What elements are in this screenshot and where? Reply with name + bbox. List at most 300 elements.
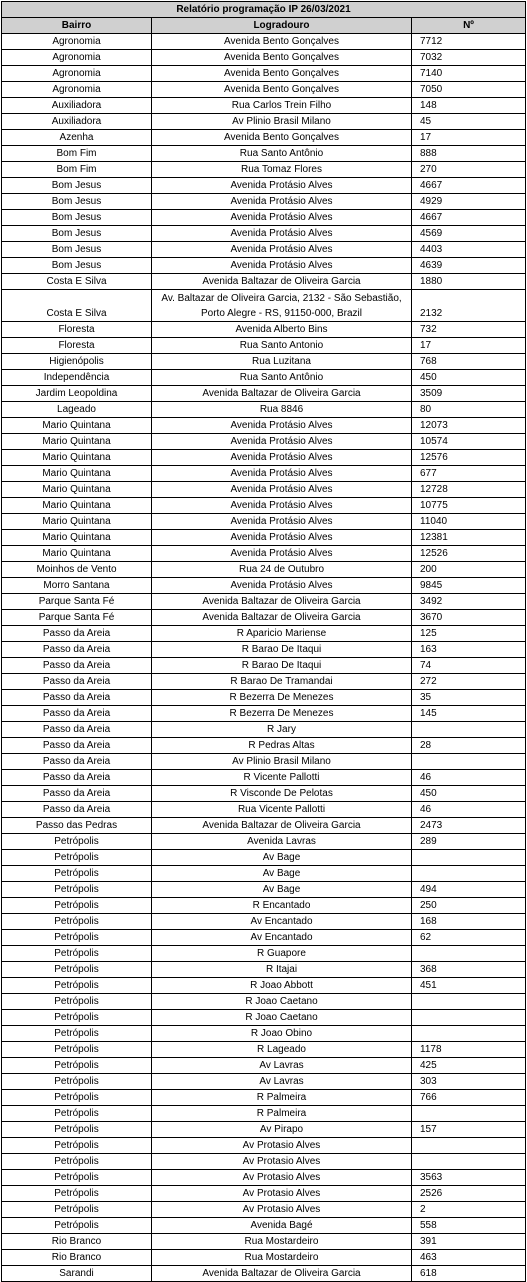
- cell-numero: [412, 754, 526, 770]
- cell-logradouro: Av Bage: [152, 850, 412, 866]
- cell-numero: 4639: [412, 258, 526, 274]
- cell-numero: 450: [412, 786, 526, 802]
- cell-logradouro: Avenida Baltazar de Oliveira Garcia: [152, 386, 412, 402]
- table-row: [2, 386, 526, 402]
- cell-logradouro: R Itajai: [152, 962, 412, 978]
- cell-bairro: Higienópolis: [2, 354, 152, 370]
- table-row: [2, 1154, 526, 1170]
- cell-numero: 3670: [412, 610, 526, 626]
- cell-logradouro: Avenida Protásio Alves: [152, 242, 412, 258]
- cell-logradouro: R Palmeira: [152, 1090, 412, 1106]
- cell-numero: 451: [412, 978, 526, 994]
- cell-numero: 12381: [412, 530, 526, 546]
- table-row: [2, 882, 526, 898]
- cell-bairro: Passo da Areia: [2, 754, 152, 770]
- cell-numero: 10574: [412, 434, 526, 450]
- cell-numero: 766: [412, 1090, 526, 1106]
- cell-numero: 17: [412, 130, 526, 146]
- cell-numero: [412, 1154, 526, 1170]
- cell-bairro: Floresta: [2, 338, 152, 354]
- cell-numero: 768: [412, 354, 526, 370]
- cell-numero: 1178: [412, 1042, 526, 1058]
- cell-logradouro: Avenida Protásio Alves: [152, 194, 412, 210]
- table-row: [2, 626, 526, 642]
- cell-bairro: Lageado: [2, 402, 152, 418]
- cell-bairro: Passo da Areia: [2, 802, 152, 818]
- cell-bairro: Petrópolis: [2, 1106, 152, 1122]
- cell-logradouro: Av Protasio Alves: [152, 1170, 412, 1186]
- table-body: [2, 34, 526, 1282]
- cell-logradouro: Av Bage: [152, 866, 412, 882]
- cell-bairro: Passo das Pedras: [2, 818, 152, 834]
- cell-bairro: Moinhos de Vento: [2, 562, 152, 578]
- table-row: [2, 946, 526, 962]
- cell-bairro: Passo da Areia: [2, 706, 152, 722]
- cell-numero: [412, 722, 526, 738]
- cell-logradouro: Avenida Protásio Alves: [152, 434, 412, 450]
- cell-bairro: Petrópolis: [2, 914, 152, 930]
- cell-bairro: Petrópolis: [2, 1202, 152, 1218]
- cell-bairro: Passo da Areia: [2, 786, 152, 802]
- table-row: [2, 786, 526, 802]
- cell-numero: 46: [412, 770, 526, 786]
- cell-numero: 4667: [412, 178, 526, 194]
- cell-logradouro: Avenida Bento Gonçalves: [152, 50, 412, 66]
- cell-bairro: Agronomia: [2, 82, 152, 98]
- cell-logradouro: Rua 24 de Outubro: [152, 562, 412, 578]
- cell-numero: 12526: [412, 546, 526, 562]
- table-row: [2, 1090, 526, 1106]
- table-row: [2, 978, 526, 994]
- cell-numero: 4569: [412, 226, 526, 242]
- cell-numero: [412, 866, 526, 882]
- cell-logradouro: Avenida Baltazar de Oliveira Garcia: [152, 274, 412, 290]
- cell-numero: 12576: [412, 450, 526, 466]
- table-row: [2, 770, 526, 786]
- cell-bairro: Petrópolis: [2, 1026, 152, 1042]
- table-row: [2, 1266, 526, 1282]
- table-row: [2, 1138, 526, 1154]
- cell-logradouro: Avenida Protásio Alves: [152, 210, 412, 226]
- cell-logradouro: Avenida Protásio Alves: [152, 514, 412, 530]
- table-row: [2, 1122, 526, 1138]
- table-row: [2, 290, 526, 322]
- table-row: [2, 1106, 526, 1122]
- cell-bairro: Mario Quintana: [2, 418, 152, 434]
- cell-numero: [412, 850, 526, 866]
- cell-bairro: Costa E Silva: [2, 290, 152, 322]
- cell-numero: 7140: [412, 66, 526, 82]
- cell-bairro: Passo da Areia: [2, 722, 152, 738]
- cell-bairro: Auxiliadora: [2, 98, 152, 114]
- cell-numero: 157: [412, 1122, 526, 1138]
- cell-numero: [412, 1106, 526, 1122]
- cell-bairro: Mario Quintana: [2, 466, 152, 482]
- column-header-logradouro: Logradouro: [152, 18, 412, 34]
- cell-logradouro: Avenida Baltazar de Oliveira Garcia: [152, 1266, 412, 1282]
- table-row: [2, 738, 526, 754]
- table-row: [2, 338, 526, 354]
- column-header-numero: Nº: [412, 18, 526, 34]
- table-row: [2, 98, 526, 114]
- cell-logradouro: Rua Santo Antônio: [152, 370, 412, 386]
- cell-numero: 4403: [412, 242, 526, 258]
- table-row: [2, 1234, 526, 1250]
- cell-numero: 163: [412, 642, 526, 658]
- cell-bairro: Petrópolis: [2, 850, 152, 866]
- cell-logradouro: Rua Vicente Pallotti: [152, 802, 412, 818]
- table-row: [2, 802, 526, 818]
- cell-logradouro: Avenida Protásio Alves: [152, 466, 412, 482]
- cell-logradouro: R Barao De Tramandai: [152, 674, 412, 690]
- cell-logradouro: Avenida Protásio Alves: [152, 482, 412, 498]
- cell-numero: 46: [412, 802, 526, 818]
- cell-logradouro: R Visconde De Pelotas: [152, 786, 412, 802]
- cell-logradouro: Avenida Protásio Alves: [152, 450, 412, 466]
- cell-bairro: Bom Jesus: [2, 242, 152, 258]
- cell-numero: 74: [412, 658, 526, 674]
- cell-bairro: Costa E Silva: [2, 274, 152, 290]
- table-row: [2, 530, 526, 546]
- cell-numero: 17: [412, 338, 526, 354]
- cell-bairro: Petrópolis: [2, 994, 152, 1010]
- cell-logradouro: R Joao Abbott: [152, 978, 412, 994]
- cell-numero: [412, 1138, 526, 1154]
- table-row: [2, 146, 526, 162]
- cell-numero: 272: [412, 674, 526, 690]
- cell-bairro: Bom Jesus: [2, 194, 152, 210]
- cell-bairro: Azenha: [2, 130, 152, 146]
- cell-bairro: Passo da Areia: [2, 642, 152, 658]
- cell-logradouro: R Lageado: [152, 1042, 412, 1058]
- table-row: [2, 370, 526, 386]
- cell-numero: 4929: [412, 194, 526, 210]
- table-row: [2, 1170, 526, 1186]
- cell-bairro: Rio Branco: [2, 1250, 152, 1266]
- cell-bairro: Mario Quintana: [2, 546, 152, 562]
- table-row: [2, 178, 526, 194]
- cell-logradouro: Av. Baltazar de Oliveira Garcia, 2132 - São Sebastião, Porto Alegre - RS, 91150-000, Brazil: [152, 290, 412, 322]
- cell-bairro: Petrópolis: [2, 1138, 152, 1154]
- table-row: [2, 962, 526, 978]
- cell-bairro: Bom Jesus: [2, 210, 152, 226]
- cell-numero: 7032: [412, 50, 526, 66]
- cell-logradouro: Avenida Baltazar de Oliveira Garcia: [152, 594, 412, 610]
- cell-bairro: Mario Quintana: [2, 530, 152, 546]
- cell-numero: 450: [412, 370, 526, 386]
- cell-numero: 7050: [412, 82, 526, 98]
- cell-logradouro: R Pedras Altas: [152, 738, 412, 754]
- cell-numero: 463: [412, 1250, 526, 1266]
- cell-bairro: Independência: [2, 370, 152, 386]
- cell-logradouro: R Joao Caetano: [152, 1010, 412, 1026]
- cell-bairro: Passo da Areia: [2, 674, 152, 690]
- cell-logradouro: Avenida Alberto Bins: [152, 322, 412, 338]
- cell-numero: 80: [412, 402, 526, 418]
- cell-logradouro: Avenida Bento Gonçalves: [152, 82, 412, 98]
- table-row: [2, 194, 526, 210]
- table-row: [2, 610, 526, 626]
- cell-numero: 35: [412, 690, 526, 706]
- table-row: [2, 594, 526, 610]
- table-row: [2, 706, 526, 722]
- report-title-row: [2, 2, 526, 18]
- table-row: [2, 1058, 526, 1074]
- table-row: [2, 402, 526, 418]
- table-row: [2, 354, 526, 370]
- cell-logradouro: R Palmeira: [152, 1106, 412, 1122]
- table-row: [2, 1010, 526, 1026]
- cell-numero: 3492: [412, 594, 526, 610]
- cell-numero: 618: [412, 1266, 526, 1282]
- cell-logradouro: Av Plinio Brasil Milano: [152, 754, 412, 770]
- cell-numero: 10775: [412, 498, 526, 514]
- table-row: [2, 434, 526, 450]
- cell-numero: 7712: [412, 34, 526, 50]
- table-row: [2, 898, 526, 914]
- cell-logradouro: Avenida Protásio Alves: [152, 498, 412, 514]
- cell-bairro: Petrópolis: [2, 1122, 152, 1138]
- cell-logradouro: R Aparicio Mariense: [152, 626, 412, 642]
- cell-logradouro: Av Protasio Alves: [152, 1202, 412, 1218]
- cell-bairro: Passo da Areia: [2, 770, 152, 786]
- cell-numero: 11040: [412, 514, 526, 530]
- cell-logradouro: Av Encantado: [152, 930, 412, 946]
- cell-logradouro: Avenida Protásio Alves: [152, 546, 412, 562]
- table-row: [2, 930, 526, 946]
- cell-logradouro: Av Protasio Alves: [152, 1138, 412, 1154]
- cell-bairro: Petrópolis: [2, 1010, 152, 1026]
- cell-logradouro: Avenida Bagé: [152, 1218, 412, 1234]
- cell-logradouro: R Joao Obino: [152, 1026, 412, 1042]
- cell-numero: 425: [412, 1058, 526, 1074]
- cell-numero: 45: [412, 114, 526, 130]
- table-row: [2, 818, 526, 834]
- cell-logradouro: Avenida Baltazar de Oliveira Garcia: [152, 610, 412, 626]
- table-row: [2, 114, 526, 130]
- cell-numero: [412, 1026, 526, 1042]
- cell-numero: 125: [412, 626, 526, 642]
- table-row: [2, 834, 526, 850]
- cell-bairro: Petrópolis: [2, 1170, 152, 1186]
- cell-logradouro: Avenida Protásio Alves: [152, 578, 412, 594]
- table-row: [2, 34, 526, 50]
- cell-logradouro: Avenida Bento Gonçalves: [152, 130, 412, 146]
- cell-bairro: Agronomia: [2, 50, 152, 66]
- table-row: [2, 658, 526, 674]
- cell-logradouro: Avenida Protásio Alves: [152, 178, 412, 194]
- cell-bairro: Morro Santana: [2, 578, 152, 594]
- cell-logradouro: Rua Carlos Trein Filho: [152, 98, 412, 114]
- table-row: [2, 754, 526, 770]
- column-header-row: [2, 18, 526, 34]
- cell-bairro: Agronomia: [2, 66, 152, 82]
- cell-numero: 289: [412, 834, 526, 850]
- table-row: [2, 466, 526, 482]
- cell-numero: 12073: [412, 418, 526, 434]
- cell-numero: 2473: [412, 818, 526, 834]
- cell-logradouro: Rua Santo Antonio: [152, 338, 412, 354]
- cell-numero: 9845: [412, 578, 526, 594]
- table-row: [2, 450, 526, 466]
- cell-numero: 3563: [412, 1170, 526, 1186]
- report-title: Relatório programação IP 26/03/2021: [2, 2, 526, 18]
- table-row: [2, 674, 526, 690]
- cell-numero: [412, 946, 526, 962]
- cell-bairro: Passo da Areia: [2, 658, 152, 674]
- cell-logradouro: R Barao De Itaqui: [152, 658, 412, 674]
- cell-numero: 558: [412, 1218, 526, 1234]
- cell-numero: 4667: [412, 210, 526, 226]
- table-row: [2, 50, 526, 66]
- cell-bairro: Parque Santa Fé: [2, 594, 152, 610]
- cell-logradouro: R Joao Caetano: [152, 994, 412, 1010]
- cell-logradouro: Av Bage: [152, 882, 412, 898]
- cell-logradouro: R Encantado: [152, 898, 412, 914]
- cell-bairro: Passo da Areia: [2, 738, 152, 754]
- cell-bairro: Petrópolis: [2, 1186, 152, 1202]
- cell-logradouro: Av Protasio Alves: [152, 1186, 412, 1202]
- table-row: [2, 1218, 526, 1234]
- cell-numero: 303: [412, 1074, 526, 1090]
- table-row: [2, 1026, 526, 1042]
- cell-logradouro: Av Protasio Alves: [152, 1154, 412, 1170]
- table-row: [2, 514, 526, 530]
- cell-bairro: Passo da Areia: [2, 690, 152, 706]
- cell-numero: 62: [412, 930, 526, 946]
- cell-bairro: Petrópolis: [2, 930, 152, 946]
- table-row: [2, 690, 526, 706]
- table-row: [2, 130, 526, 146]
- table-row: [2, 162, 526, 178]
- table-row: [2, 274, 526, 290]
- cell-numero: 168: [412, 914, 526, 930]
- cell-bairro: Bom Jesus: [2, 178, 152, 194]
- cell-logradouro: Avenida Bento Gonçalves: [152, 66, 412, 82]
- cell-bairro: Mario Quintana: [2, 482, 152, 498]
- cell-logradouro: Rua Tomaz Flores: [152, 162, 412, 178]
- cell-logradouro: Avenida Protásio Alves: [152, 258, 412, 274]
- cell-numero: 270: [412, 162, 526, 178]
- table-row: [2, 1250, 526, 1266]
- table-row: [2, 322, 526, 338]
- cell-numero: 494: [412, 882, 526, 898]
- cell-numero: 200: [412, 562, 526, 578]
- cell-numero: 12728: [412, 482, 526, 498]
- table-row: [2, 562, 526, 578]
- table-row: [2, 482, 526, 498]
- table-row: [2, 546, 526, 562]
- table-row: [2, 66, 526, 82]
- cell-bairro: Petrópolis: [2, 946, 152, 962]
- cell-logradouro: R Guapore: [152, 946, 412, 962]
- cell-numero: 2: [412, 1202, 526, 1218]
- cell-logradouro: Avenida Protásio Alves: [152, 418, 412, 434]
- table-row: [2, 578, 526, 594]
- cell-numero: 368: [412, 962, 526, 978]
- cell-bairro: Agronomia: [2, 34, 152, 50]
- cell-logradouro: Av Plinio Brasil Milano: [152, 114, 412, 130]
- report-table: [1, 1, 526, 1282]
- cell-logradouro: Rua 8846: [152, 402, 412, 418]
- table-row: [2, 1202, 526, 1218]
- cell-bairro: Bom Fim: [2, 146, 152, 162]
- table-row: [2, 258, 526, 274]
- table-row: [2, 1074, 526, 1090]
- table-row: [2, 82, 526, 98]
- table-row: [2, 994, 526, 1010]
- cell-logradouro: Rua Santo Antônio: [152, 146, 412, 162]
- table-row: [2, 914, 526, 930]
- cell-logradouro: Avenida Lavras: [152, 834, 412, 850]
- cell-logradouro: R Bezerra De Menezes: [152, 706, 412, 722]
- table-row: [2, 498, 526, 514]
- cell-numero: 1880: [412, 274, 526, 290]
- cell-logradouro: R Vicente Pallotti: [152, 770, 412, 786]
- cell-bairro: Petrópolis: [2, 882, 152, 898]
- cell-numero: 250: [412, 898, 526, 914]
- cell-numero: [412, 1010, 526, 1026]
- table-row: [2, 210, 526, 226]
- column-header-bairro: Bairro: [2, 18, 152, 34]
- cell-bairro: Petrópolis: [2, 962, 152, 978]
- table-row: [2, 1042, 526, 1058]
- cell-logradouro: R Bezerra De Menezes: [152, 690, 412, 706]
- cell-bairro: Petrópolis: [2, 1058, 152, 1074]
- cell-logradouro: Rua Mostardeiro: [152, 1250, 412, 1266]
- cell-logradouro: Avenida Protásio Alves: [152, 226, 412, 242]
- cell-numero: 732: [412, 322, 526, 338]
- cell-logradouro: Av Lavras: [152, 1058, 412, 1074]
- cell-logradouro: R Jary: [152, 722, 412, 738]
- cell-numero: 888: [412, 146, 526, 162]
- cell-numero: 148: [412, 98, 526, 114]
- table-row: [2, 418, 526, 434]
- cell-bairro: Mario Quintana: [2, 450, 152, 466]
- cell-bairro: Auxiliadora: [2, 114, 152, 130]
- table-row: [2, 722, 526, 738]
- cell-bairro: Passo da Areia: [2, 626, 152, 642]
- cell-bairro: Bom Fim: [2, 162, 152, 178]
- cell-logradouro: Av Pirapo: [152, 1122, 412, 1138]
- cell-bairro: Petrópolis: [2, 898, 152, 914]
- cell-logradouro: Rua Mostardeiro: [152, 1234, 412, 1250]
- cell-bairro: Sarandi: [2, 1266, 152, 1282]
- cell-bairro: Rio Branco: [2, 1234, 152, 1250]
- cell-bairro: Mario Quintana: [2, 434, 152, 450]
- cell-bairro: Bom Jesus: [2, 258, 152, 274]
- cell-bairro: Bom Jesus: [2, 226, 152, 242]
- table-row: [2, 850, 526, 866]
- table-row: [2, 642, 526, 658]
- cell-bairro: Petrópolis: [2, 834, 152, 850]
- cell-logradouro: Avenida Protásio Alves: [152, 530, 412, 546]
- cell-bairro: Petrópolis: [2, 1042, 152, 1058]
- cell-bairro: Parque Santa Fé: [2, 610, 152, 626]
- cell-numero: 2526: [412, 1186, 526, 1202]
- cell-logradouro: Avenida Baltazar de Oliveira Garcia: [152, 818, 412, 834]
- cell-numero: 391: [412, 1234, 526, 1250]
- table-row: [2, 866, 526, 882]
- table-row: [2, 226, 526, 242]
- cell-bairro: Petrópolis: [2, 978, 152, 994]
- cell-logradouro: Av Encantado: [152, 914, 412, 930]
- cell-bairro: Mario Quintana: [2, 514, 152, 530]
- cell-bairro: Jardim Leopoldina: [2, 386, 152, 402]
- cell-bairro: Petrópolis: [2, 1154, 152, 1170]
- cell-bairro: Petrópolis: [2, 1218, 152, 1234]
- cell-logradouro: Av Lavras: [152, 1074, 412, 1090]
